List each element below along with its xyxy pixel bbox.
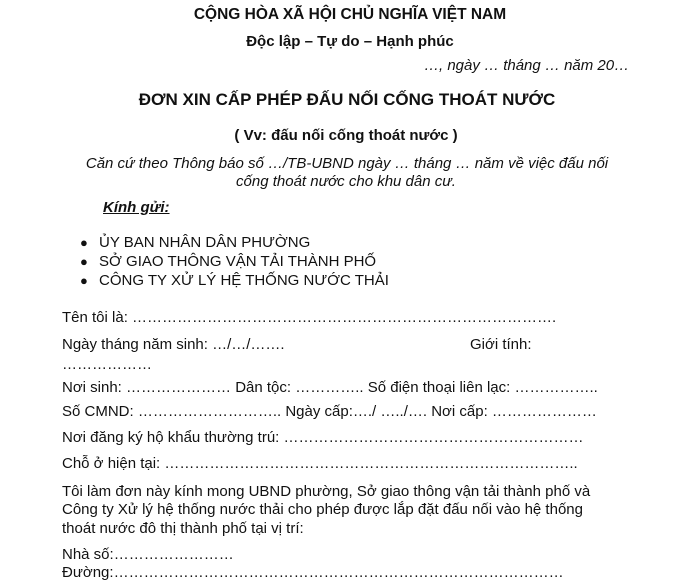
- basis-line-1: Căn cứ theo Thông báo số …/TB-UBND ngày … tháng … năm về việc đấu nối: [85, 155, 609, 172]
- gender-label: Giới tính:: [470, 336, 532, 353]
- dob-field: Ngày tháng năm sinh: …/…/…….: [62, 336, 285, 353]
- request-line-3: thoát nước đô thị thành phố tại vị trí:: [62, 520, 304, 537]
- date-line: …, ngày … tháng … năm 20…: [424, 57, 630, 74]
- residence-field: Nơi đăng ký hộ khẩu thường trú: ……………………………………………………: [62, 429, 584, 446]
- id-field: Số CMND: ……………………….. Ngày cấp:…./ …../…. Nơi cấp: …………………: [62, 403, 597, 420]
- recipient-item: ỦY BAN NHÂN DÂN PHƯỜNG: [99, 234, 311, 251]
- gender-field: ………………: [62, 356, 152, 373]
- recipient-item: CÔNG TY XỬ LÝ HỆ THỐNG NƯỚC THẢI: [99, 272, 389, 289]
- basis-line-2: cống thoát nước cho khu dân cư.: [236, 173, 456, 190]
- recipients-label: Kính gửi:: [103, 199, 170, 216]
- motto: Độc lập – Tự do – Hạnh phúc: [246, 33, 454, 50]
- name-field: Tên tôi là: ………………………………………………………………………….: [62, 309, 557, 326]
- document-title: ĐƠN XIN CẤP PHÉP ĐẤU NỐI CỐNG THOÁT NƯỚC: [138, 90, 556, 109]
- subject-line: ( Vv: đấu nối cống thoát nước ): [234, 127, 458, 144]
- nation-heading: CỘNG HÒA XÃ HỘI CHỦ NGHĨA VIỆT NAM: [193, 6, 507, 23]
- current-address-field: Chỗ ở hiện tại: ………………………………………………………………………..: [62, 455, 578, 472]
- house-number-field: Nhà số:……………………: [62, 546, 234, 563]
- bullet-icon: ●: [80, 235, 88, 250]
- recipient-item: SỞ GIAO THÔNG VẬN TẢI THÀNH PHỐ: [99, 253, 377, 270]
- bullet-icon: ●: [80, 273, 88, 288]
- street-field: Đường:………………………………………………………………………………: [62, 564, 564, 581]
- birthplace-field: Nơi sinh: ………………… Dân tộc: ………….. Số điện thoại liên lạc: ……………..: [62, 379, 598, 396]
- request-line-2: Công ty Xử lý hệ thống nước thải cho phép được lắp đặt đấu nối vào hệ thống: [62, 501, 583, 518]
- request-line-1: Tôi làm đơn này kính mong UBND phường, Sở giao thông vận tải thành phố và: [62, 483, 591, 500]
- bullet-icon: ●: [80, 254, 88, 269]
